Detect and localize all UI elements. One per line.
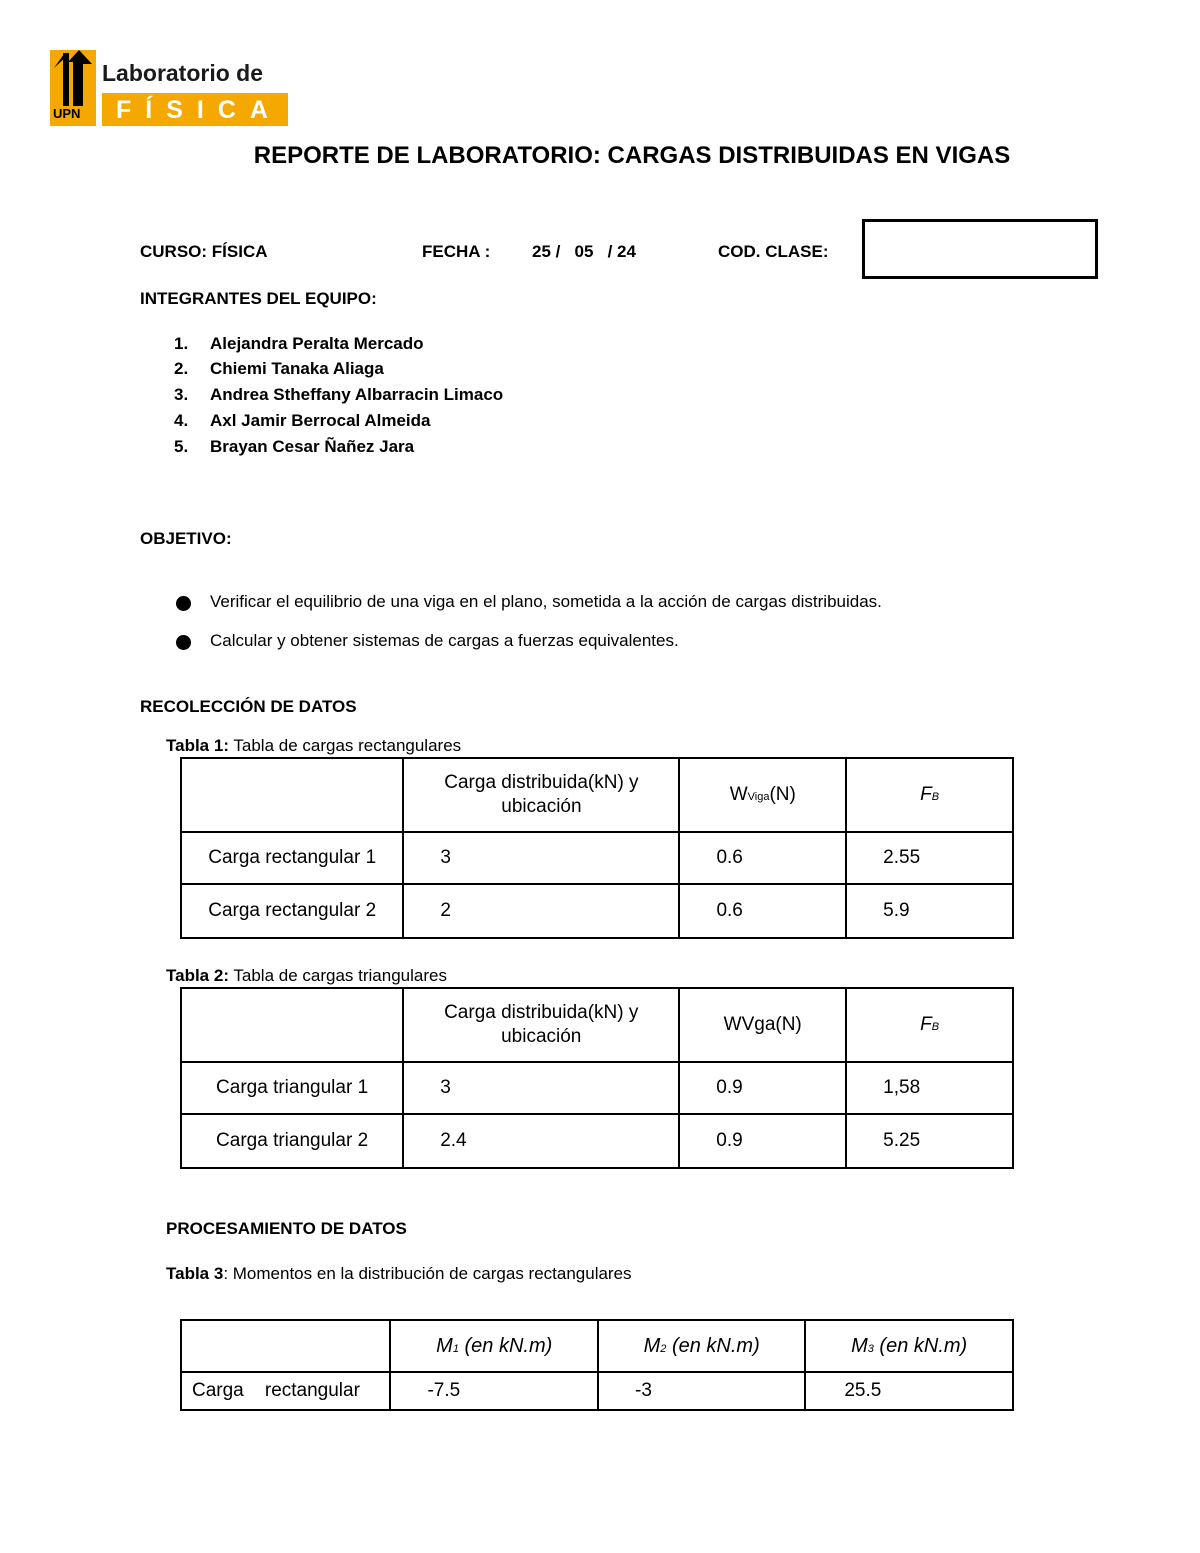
logo-line-1: Laboratorio de (102, 60, 264, 86)
date-value: 25 / 05 / 24 (532, 242, 636, 261)
table-cell: Carga triangular 1 (181, 1062, 403, 1114)
bullet-icon (176, 596, 191, 611)
table-cell: -3 (598, 1372, 805, 1410)
table-header: WViga(N) (679, 758, 846, 832)
list-item: 3. Andrea Stheffany Albarracin Limaco (174, 385, 504, 404)
table-cell: 5.9 (846, 884, 1013, 938)
collection-heading: RECOLECCIÓN DE DATOS (140, 697, 357, 716)
table-cell: 5.25 (846, 1114, 1013, 1168)
list-item: 4. Axl Jamir Berrocal Almeida (174, 411, 431, 430)
date-label: FECHA : (422, 242, 491, 261)
table-cell: 0.9 (679, 1062, 846, 1114)
table-cell: 3 (403, 832, 679, 884)
logo-upn-text: UPN (53, 106, 81, 121)
table-rectangular-loads (180, 757, 1014, 939)
processing-heading: PROCESAMIENTO DE DATOS (166, 1219, 407, 1238)
table-cell: 2 (403, 884, 679, 938)
table-cell: 25.5 (805, 1372, 1013, 1410)
table-cell (181, 988, 403, 1062)
upn-arrow-icon (50, 50, 96, 126)
lab-logo (50, 50, 290, 128)
class-code-field[interactable] (862, 219, 1098, 279)
table-row (181, 884, 1013, 938)
table2-caption: Tabla 2: Tabla de cargas triangulares (166, 966, 447, 985)
table-cell: 0.6 (679, 884, 846, 938)
table-cell: Carga rectangular 2 (181, 884, 403, 938)
table1-caption: Tabla 1: Tabla de cargas rectangulares (166, 736, 462, 755)
table-header: M2 (en kN.m) (598, 1320, 805, 1372)
table-cell: 0.6 (679, 832, 846, 884)
table-cell: 2.4 (403, 1114, 679, 1168)
table-moments (180, 1319, 1014, 1411)
table-header: WVga(N) (679, 988, 846, 1062)
table-cell: 1,58 (846, 1062, 1013, 1114)
list-item: 1. Alejandra Peralta Mercado (174, 334, 424, 353)
objective-heading: OBJETIVO: (140, 529, 232, 548)
table-row (181, 1372, 1013, 1410)
table-row (181, 1114, 1013, 1168)
table-cell: 0.9 (679, 1114, 846, 1168)
table-cell (181, 758, 403, 832)
table-cell: Carga rectangular 1 (181, 832, 403, 884)
objective-item: Verificar el equilibrio de una viga en el plano, sometida a la acción de cargas distribuidas. (210, 592, 882, 611)
list-item: 2. Chiemi Tanaka Aliaga (174, 359, 384, 378)
table-cell (181, 1320, 390, 1372)
table-cell: 3 (403, 1062, 679, 1114)
table-header: Carga distribuida(kN) y ubicación (403, 988, 679, 1062)
table-cell: Carga triangular 2 (181, 1114, 403, 1168)
table-header: FB (846, 988, 1013, 1062)
table3-caption: Tabla 3: Momentos en la distribución de cargas rectangulares (166, 1264, 632, 1283)
table-cell: -7.5 (390, 1372, 598, 1410)
table-header: M3 (en kN.m) (805, 1320, 1013, 1372)
team-heading: INTEGRANTES DEL EQUIPO: (140, 289, 377, 308)
table-cell: Carga rectangular (181, 1372, 390, 1410)
logo-line-2: FÍSICA (116, 96, 282, 124)
table-cell: 2.55 (846, 832, 1013, 884)
table-row (181, 1062, 1013, 1114)
course-label: CURSO: FÍSICA (140, 242, 268, 261)
objective-item: Calcular y obtener sistemas de cargas a fuerzas equivalentes. (210, 631, 679, 650)
list-item: 5. Brayan Cesar Ñañez Jara (174, 437, 415, 456)
table-header: Carga distribuida(kN) y ubicación (403, 758, 679, 832)
table-row (181, 832, 1013, 884)
table-header: M1 (en kN.m) (390, 1320, 598, 1372)
class-code-label: COD. CLASE: (718, 242, 829, 261)
page-title: REPORTE DE LABORATORIO: CARGAS DISTRIBUIDAS EN VIGAS (253, 142, 1011, 169)
bullet-icon (176, 635, 191, 650)
table-header: FB (846, 758, 1013, 832)
table-triangular-loads (180, 987, 1014, 1169)
